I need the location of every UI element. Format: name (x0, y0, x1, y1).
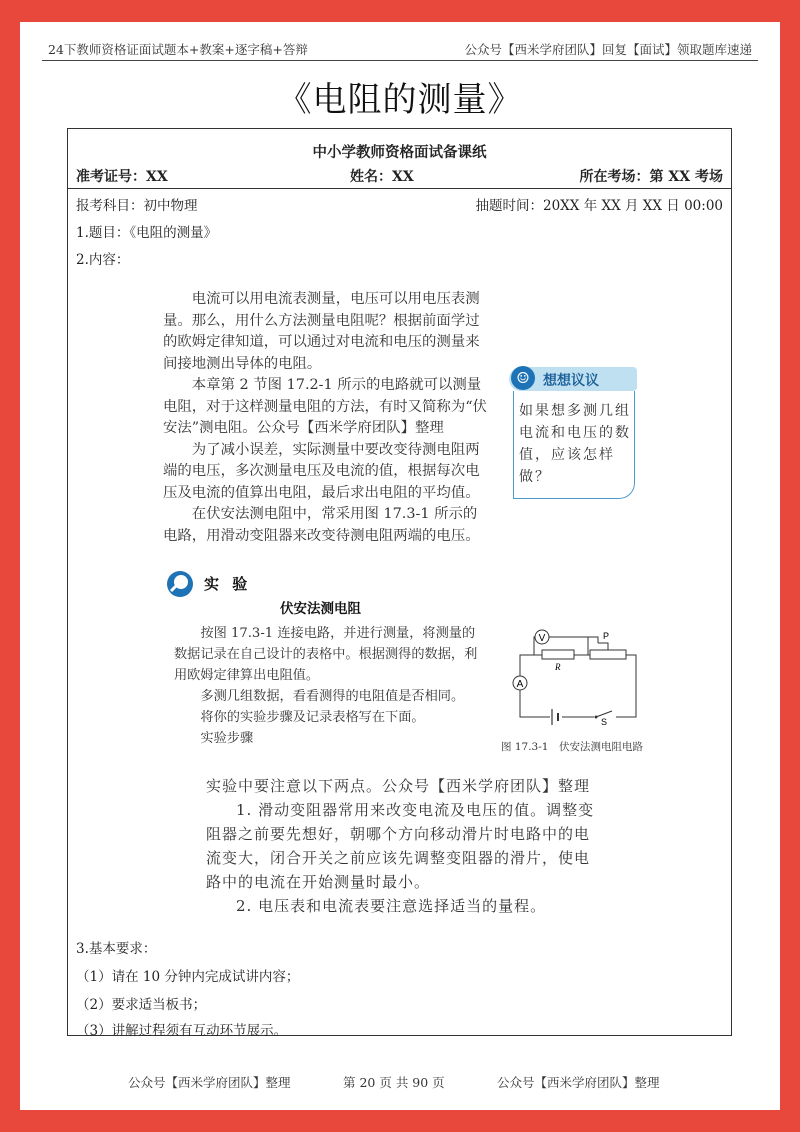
thinking-face-icon: ☺ (511, 366, 535, 390)
requirement-item: （1）请在 10 分钟内完成试讲内容； (76, 969, 300, 985)
experiment-line: 将你的实验步骤及记录表格写在下面。 (200, 710, 425, 725)
exam-number: 准考证号：XX (76, 169, 168, 185)
experiment-label: 实 验 (204, 575, 252, 593)
requirement-item: （3）讲解过程须有互动环节展示。 (76, 1023, 288, 1039)
page-title: 《电阻的测量》 (277, 80, 523, 120)
header-divider (42, 60, 758, 61)
slider-label: P (603, 631, 610, 641)
resistor-label: R (555, 662, 561, 672)
experiment-icon (165, 569, 195, 599)
switch-label: S (601, 717, 608, 725)
exam-location: 所在考场：第 XX 考场 (579, 169, 723, 185)
topic-line: 1.题目：《电阻的测量》 (76, 225, 218, 241)
meta-row (76, 194, 723, 214)
form-divider (68, 188, 731, 189)
form-caption: 中小学教师资格面试备课纸 (312, 144, 487, 161)
candidate-info-row (76, 166, 723, 186)
footer-right: 公众号【西米学府团队】整理 (497, 1075, 660, 1090)
experiment-text (174, 623, 484, 749)
content-label: 2.内容： (76, 252, 130, 268)
paragraph: 电流可以用电流表测量，电压可以用电压表测量。那么，用什么方法测量电阻呢？根据前面学过的欧姆定律知道，可以通过对电流和电压的测量来间接地测出导体的电阻。 (163, 291, 480, 372)
circuit-diagram (508, 625, 644, 725)
header-right: 公众号【西米学府团队】回复【面试】领取题库速递 (464, 42, 752, 57)
voltmeter-label: V (538, 633, 546, 644)
experiment-title: 伏安法测电阻 (280, 601, 361, 617)
think-question: 如果想多测几组电流和电压的数值，应该怎样做？ (519, 403, 631, 485)
experiment-notes (206, 774, 601, 918)
requirements-label: 3.基本要求： (76, 941, 157, 957)
paragraph: 在伏安法测电阻中，常采用图 17.3-1 所示的电路，用滑动变阻器来改变待测电阻两端的电压。 (163, 506, 480, 544)
switch-icon (595, 716, 598, 719)
experiment-line: 多测几组数据，看看测得的电阻值是否相同。 (200, 689, 465, 704)
paragraph: 本章第 2 节图 17.2-1 所示的电路就可以测量电阻，对于这样测量电阻的方法，有时又简称为“伏安法”测电阻。公众号【西米学府团队】整理 (163, 377, 487, 436)
page-number: 第 20 页 共 90 页 (343, 1075, 445, 1090)
draw-time: 抽题时间：20XX 年 XX 月 XX 日 00:00 (475, 198, 723, 214)
page-header (48, 40, 752, 60)
candidate-name: 姓名：XX (350, 169, 414, 185)
experiment-line: 按图 17.3-1 连接电路，并进行测量，将测量的数据记录在自己设计的表格中。根据测得的数据，利用欧姆定律算出电阻值。 (174, 626, 478, 683)
subject: 报考科目：初中物理 (76, 198, 198, 214)
figure-caption: 图 17.3-1 伏安法测电阻电路 (501, 741, 643, 753)
note-line: 2. 电压表和电流表要注意选择适当的量程。 (236, 897, 547, 915)
lesson-plan-form (67, 128, 732, 1039)
paragraph: 为了减小误差，实际测量中要改变待测电阻两端的电压，多次测量电压及电流的值，根据每次电压及电流的值算出电阻，最后求出电阻的平均值。 (163, 441, 480, 501)
header-left: 24下教师资格证面试题本+教案+逐字稿+答辩 (48, 42, 308, 57)
think-title: 想想议议 (543, 373, 599, 389)
footer-left: 公众号【西米学府团队】整理 (128, 1075, 291, 1090)
requirement-item: （2）要求适当板书； (76, 997, 207, 1013)
ammeter-label: A (516, 679, 524, 690)
textbook-text (163, 289, 488, 547)
note-line: 1. 滑动变阻器常用来改变电流及电压的值。调整变阻器之前要先想好，朝哪个方向移动滑片时电路中的电流变大，闭合开关之前应该先调整变阻器的滑片，使电路中的电流在开始测量时最小。 (206, 801, 595, 891)
think-discuss-box (509, 367, 637, 499)
note-line: 实验中要注意以下两点。公众号【西米学府团队】整理 (206, 777, 591, 795)
experiment-line: 实验步骤 (200, 731, 254, 746)
